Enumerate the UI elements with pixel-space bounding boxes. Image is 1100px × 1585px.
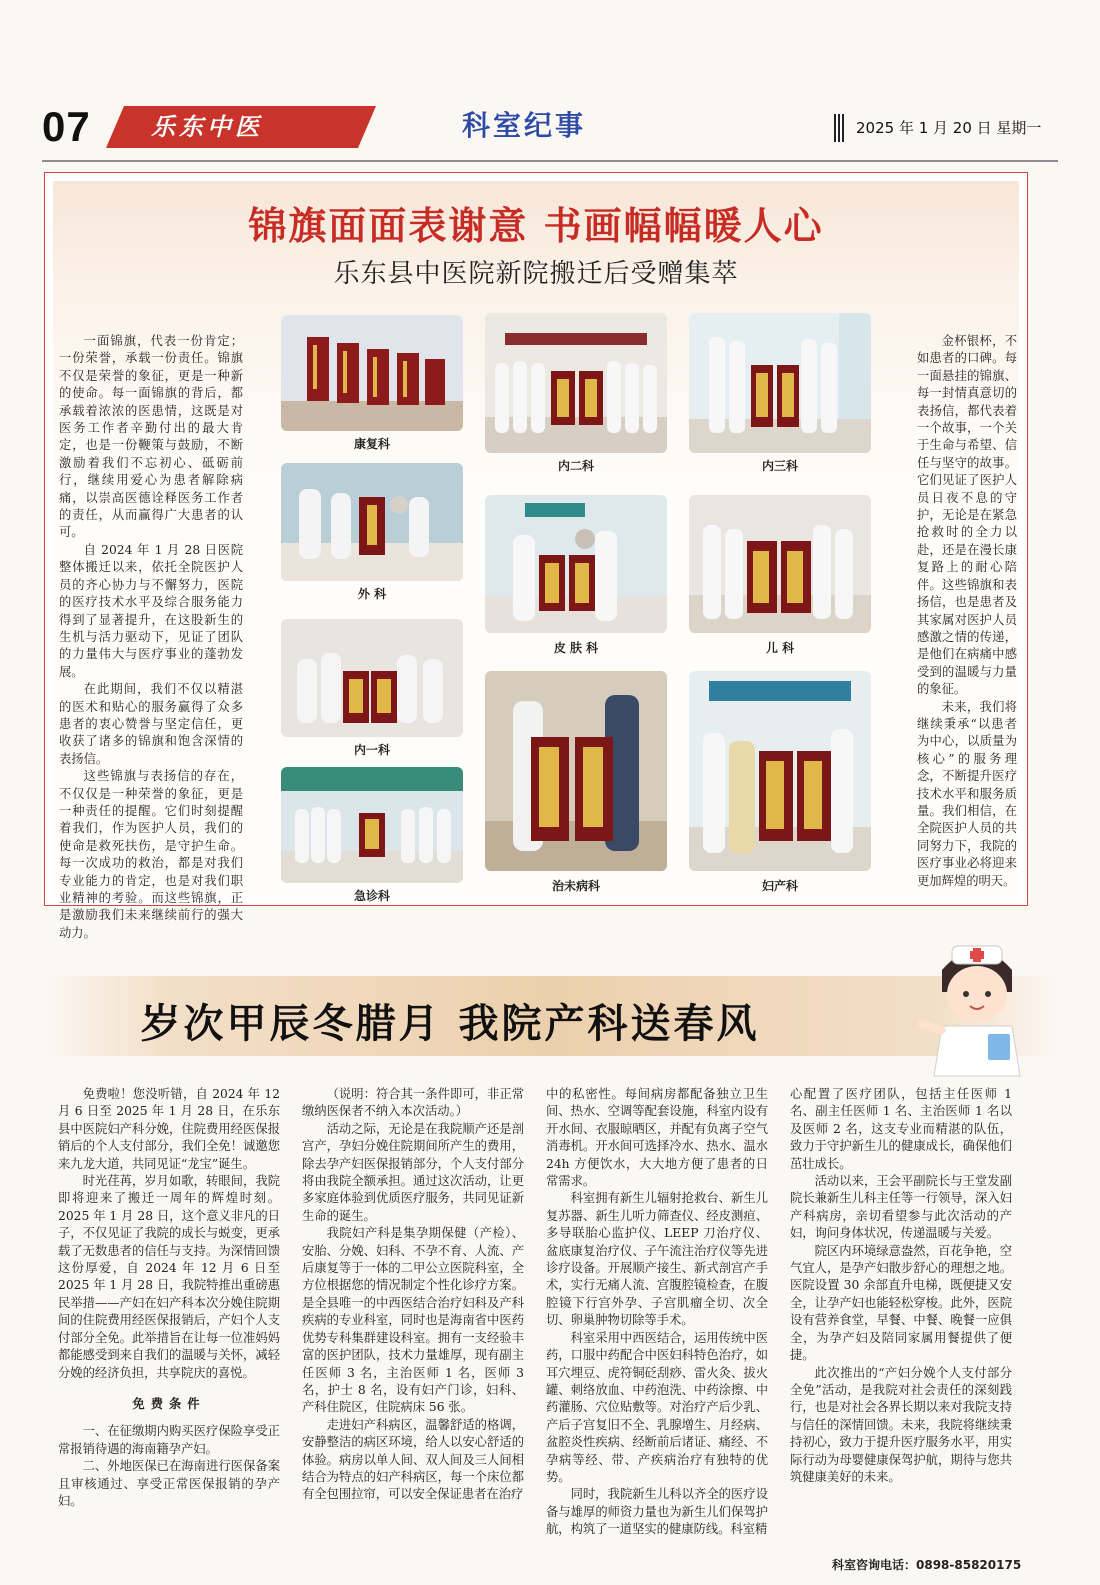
page-number: 07	[42, 103, 91, 150]
barcode-icon	[834, 114, 844, 142]
photo-surgery	[281, 463, 463, 581]
photo-pediatrics	[689, 495, 871, 633]
paragraph: 心配置了医疗团队，包括主任医师 1 名、副主任医师 1 名、主治医师 1 名以及医师 2 名，这支专业而精湛的队伍，致力于守护新生儿的健康成长，确保他们茁壮成长。	[790, 1087, 1012, 1171]
article1-box	[44, 172, 1028, 940]
photo-caption: 治未病科	[551, 879, 600, 893]
article2-column-4	[790, 1086, 1012, 1486]
photo-obstetrics	[689, 671, 871, 871]
paragraph: 科室拥有新生儿辐射抢救台、新生儿复苏器、新生儿听力筛查仪、经皮测疸、多导联胎心监护仪、LEEP 刀治疗仪、盆底康复治疗仪、子午流注治疗仪等先进诊疗设备。开展顺产接生、新式剖宫产手术，实行无痛人流、宫腹腔镜检查，在腹腔镜下行宫外孕、子宫肌瘤全切、次全切、卵巢肿物切除等手术。	[546, 1191, 768, 1328]
paper-name: 乐东中医	[151, 112, 263, 141]
paragraph: 走进妇产科病区，温馨舒适的格调，安静整洁的病区环境，给人以安心舒适的体验。病房以单人间、双人间及三人间相结合为特点的妇产科病区，每一个床位都有全包围拉帘，可以安全保证患者在治疗	[302, 1417, 524, 1502]
paragraph: 活动以来，王会平副院长与王堂发副院长兼新生儿科主任等一行领导，深入妇产科病房，亲切看望参与此次活动的产妇，询问身体状况，传递温暖与关爱。	[790, 1174, 1012, 1241]
photo-caption: 外 科	[357, 587, 387, 601]
paragraph: 一面锦旗，代表一份肯定；一份荣誉，承载一份责任。锦旗不仅是荣誉的象征，更是一种新的使命。每一面锦旗的背后，都承载着浓浓的医患情，这既是对医务工作者辛勤付出的最大肯定，也是一份鞭策与鼓励，不断激励着我们不忘初心、砥砺前行，继续用爱心为患者解除病痛，以崇高医德诠释医务工作者的责任，从而赢得广大患者的认可。	[59, 334, 243, 540]
article2-headline: 岁次甲辰冬腊月 我院产科送春风	[140, 1001, 760, 1047]
section-title: 科室纪事	[462, 109, 587, 142]
photo-internal-3	[689, 313, 871, 453]
photo-caption: 康复科	[353, 437, 390, 451]
paragraph: 活动之际，无论是在我院顺产还是剖宫产，孕妇分娩住院期间所产生的费用，除去孕产妇医保报销部分，个人支付部分将由我院全额承担。通过这次活动，让更多家庭体验到优质医疗服务，共同见证新生命的诞生。	[302, 1121, 524, 1223]
paragraph: 科室采用中西医结合，运用传统中医药，口服中药配合中医妇科特色治疗，如耳穴埋豆、虎符铜砭刮痧、雷火灸、拔火罐、刺络放血、中药泡洗、中药涂擦、中药灌肠、穴位贴敷等。对治疗产后少乳、产后子宫复旧不全、乳腺增生、月经病、盆腔炎性疾病、经断前后诸证、痛经、不孕病等经、带、产疾病治疗有独特的优势。	[546, 1330, 768, 1484]
paragraph: 在此期间，我们不仅以精湛的医术和贴心的服务赢得了众多患者的衷心赞誉与坚定信任，更收获了诸多的锦旗和饱含深情的表扬信。	[59, 682, 243, 766]
paragraph: 此次推出的“产妇分娩个人支付部分全免”活动，是我院对社会责任的深刻践行，也是对社会各界长期以来对我院支持与信任的深情回馈。未来，我院将继续秉持初心，致力于提升医疗服务水平，用实际行动为母婴健康保驾护航，期待与您共筑健康美好的未来。	[790, 1365, 1012, 1484]
condition-item: 一、在征缴期内购买医疗保险享受正常报销待遇的海南籍孕产妇。	[58, 1424, 280, 1456]
photo-caption: 急诊科	[353, 889, 390, 903]
photo-rehab-banners	[281, 315, 463, 431]
photo-caption: 内二科	[557, 459, 594, 473]
paragraph: 我院妇产科是集孕期保健（产检）、安胎、分娩、妇科、不孕不育、人流、产后康复等于一体的二甲公立医院科室，全方位根据您的情况制定个性化诊疗方案。是全县唯一的中西医结合治疗妇科及产科疾病的专业科室，同时也是海南省中医药优势专科集群建设科室。拥有一支经验丰富的医护团队，技术力量雄厚，现有副主任医师 3 名，主治医师 1 名，医师 3 名，护士 8 名，设有妇产门诊，妇科、产科住院区，住院病床 56 张。	[302, 1226, 524, 1415]
paragraph: 时光荏苒，岁月如歌，转眼间，我院即将迎来了搬迁一周年的辉煌时刻。2025 年 1 月 28 日，这个意义非凡的日子，不仅见证了我院的成长与蜕变，更承载了无数患者的信任与支持。为深情回馈这份厚爱，自 2024 年 12 月 6 日至 2025 年 1 月 28 日，我院特推出重磅惠民举措——产妇在妇产科本次分娩住院期间的住院费用经医保报销后，产妇个人支付部分全免。此举措旨在让每一位准妈妈都能感受到来自我们的温暖与关怀，减轻分娩的经济负担，共享院庆的喜悦。	[58, 1174, 280, 1380]
consult-hotline: 科室咨询电话：0898-85820175	[832, 1558, 1022, 1572]
paragraph: 免费啦！您没听错，自 2024 年 12 月 6 日至 2025 年 1 月 28 日，在乐东县中医院妇产科分娩，住院费用经医保报销后的个人支付部分，我们全免！诚邀您来九龙大道，共同见证“龙宝”诞生。	[58, 1087, 280, 1171]
masthead-rule	[42, 160, 1058, 162]
photo-caption: 皮 肤 科	[553, 641, 599, 655]
article1-right-column	[917, 333, 1017, 890]
paragraph: （说明：符合其一条件即可，非正常缴纳医保者不纳入本次活动。）	[302, 1087, 524, 1119]
paragraph: 金杯银杯，不如患者的口碑。每一面悬挂的锦旗、每一封情真意切的表扬信，都代表着一个故事，一个关于生命与希望、信任与坚守的故事。它们见证了医护人员日夜不息的守护，无论是在紧急抢救时的全力以赴，还是在漫长康复路上的耐心陪伴。这些锦旗和表扬信，也是患者及其家属对医护人员感激之情的传递，是他们在病痛中感受到的温暖与力量的象征。	[917, 334, 1017, 697]
photo-caption: 儿 科	[765, 641, 795, 655]
article1-left-column	[59, 333, 243, 942]
photo-internal-2	[485, 313, 667, 453]
issue-date: 2025 年 1 月 20 日 星期一	[856, 119, 1042, 137]
photo-emergency	[281, 767, 463, 883]
masthead	[42, 100, 1058, 154]
paragraph: 中的私密性。每间病房都配备独立卫生间、热水、空调等配套设施，科室内设有开水间、衣服晾晒区，并配有负离子空气消毒机。开水间可选择冷水、热水、温水 24h 方便饮水，大大地方便了患者的日常需求。	[546, 1087, 768, 1189]
condition-item: 二、外地医保已在海南进行医保备案且审核通过、享受正常医保报销的孕产妇。	[58, 1459, 280, 1508]
nurse-illustration	[912, 930, 1042, 1080]
photo-caption: 妇产科	[761, 879, 798, 893]
photo-caption: 内一科	[353, 743, 390, 757]
photo-preventive	[485, 671, 667, 871]
photo-dermatology	[485, 495, 667, 633]
paragraph: 院区内环境绿意盎然，百花争艳，空气宜人，是孕产妇散步舒心的理想之地。医院设置 30 余部直升电梯，既便捷又安全，让孕产妇也能轻松穿梭。此外，医院设有营养食堂，早餐、中餐、晚餐一应俱全，为孕产妇及陪同家属用餐提供了便捷。	[790, 1243, 1012, 1363]
paragraph: 这些锦旗与表扬信的存在，不仅仅是一种荣誉的象征，更是一种责任的提醒。它们时刻提醒着我们，作为医护人员，我们的使命是救死扶伤，是守护生命。每一次成功的救治，都是对我们专业能力的肯定，也是对我们职业精神的考验。而这些锦旗，正是激励我们未来继续前行的强大动力。	[59, 769, 243, 940]
article2-column-1	[58, 1086, 280, 1510]
article1-headline: 锦旗面面表谢意 书画幅幅暖人心	[248, 204, 824, 248]
paragraph: 同时，我院新生儿科以齐全的医疗设备与雄厚的师资力量也为新生儿们保驾护航，构筑了一道坚实的健康防线。科室精	[546, 1487, 768, 1537]
article2-column-2	[302, 1086, 524, 1504]
conditions-title: 免费条件	[132, 1396, 206, 1411]
paragraph: 自 2024 年 1 月 28 日医院整体搬迁以来，依托全院医护人员的齐心协力与不懈努力，医院的医疗技术水平及综合服务能力得到了显著提升，在这股新生的生机与活力驱动下，见证了团队的力量伟大与医疗事业的蓬勃发展。	[59, 542, 243, 679]
photo-internal-1	[281, 619, 463, 737]
photo-caption: 内三科	[761, 459, 798, 473]
article1-subheadline: 乐东县中医院新院搬迁后受赠集萃	[333, 259, 739, 289]
article2-column-3	[546, 1086, 768, 1539]
paragraph: 未来，我们将继续秉承“以患者为中心，以质量为核心”的服务理念，不断提升医疗技术水平和服务质量。我们相信，在全院医护人员的共同努力下，我院的医疗事业必将迎来更加辉煌的明天。	[917, 699, 1017, 888]
